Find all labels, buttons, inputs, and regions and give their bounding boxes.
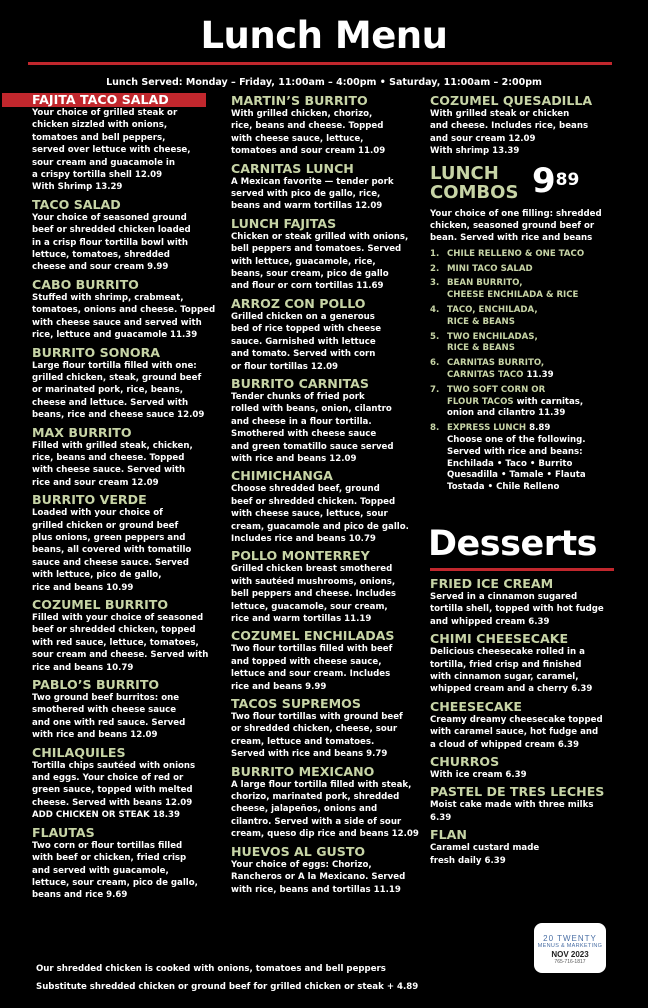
menu-item-description: Two flour tortillas with ground beef or shredded chicken, cheese, sour cream, lettuce and tomatoes. Served with rice and beans 9.79 — [231, 712, 403, 760]
menu-item-name: BURRITO MEXICANO — [231, 763, 375, 779]
menu-item — [32, 677, 222, 742]
menu-item-description: Grilled chicken on a generous bed of rice topped with cheese sauce. Garnished with lettuce and tomato. Served with corn or flour tortillas 12.09 — [231, 311, 382, 372]
menu-item — [32, 825, 222, 902]
lunch-combos-header — [430, 160, 615, 206]
combo-number: 3. — [430, 278, 440, 289]
lunch-combos-list — [430, 249, 615, 494]
combo-number: 8. — [430, 423, 440, 434]
badge-tagline: MENUS & MARKETING — [537, 943, 603, 949]
combo-name: TWO ENCHILADAS, RICE & BEANS — [447, 331, 538, 354]
menu-item-description: A large flour tortilla filled with steak, chorizo, marinated pork, shredded cheese, jalapeños, onions and cilantro. Served with a side of sour cream, queso dip rice and beans 12.09 — [231, 779, 419, 840]
menu-item — [32, 345, 222, 422]
menu-column-1 — [32, 93, 222, 902]
menu-item-name: CHIMICHANGA — [231, 468, 333, 484]
dessert-item-name: FRIED ICE CREAM — [430, 575, 554, 591]
menu-item-name: COZUMEL BURRITO — [32, 597, 169, 612]
dessert-item-description: With ice cream 6.39 — [430, 770, 527, 781]
combo-text — [447, 264, 533, 276]
menu-item-description: Tortilla chips sautéed with onions and eggs. Your choice of red or green sauce, topped with melted cheese. Served with beans 12.09 ADD CHICKEN OR STEAK 18.39 — [32, 760, 196, 821]
badge-date: NOV 2023 — [551, 950, 589, 959]
desserts-divider — [430, 568, 614, 571]
combo-name: MINI TACO SALAD — [447, 263, 533, 274]
menu-item-description: Filled with grilled steak, chicken, rice, beans and cheese. Topped with cheese sauce. Served with rice and sour cream 12.09 — [32, 440, 193, 488]
menu-item-name: LUNCH FAJITAS — [231, 215, 337, 231]
menu-item-name: BURRITO CARNITAS — [231, 375, 369, 391]
desserts-list — [430, 576, 615, 867]
lunch-combos-title: LUNCH COMBOS — [430, 162, 519, 203]
combo-number: 7. — [430, 384, 440, 395]
combo-number: 4. — [430, 305, 440, 316]
menu-item-description: With grilled chicken, chorizo, rice, beans and cheese. Topped with cheese sauce, lettuce, tomatoes and sour cream 11.09 — [231, 109, 386, 157]
menu-item — [231, 764, 426, 841]
badge-phone: 765-716-1817 — [554, 959, 586, 965]
menu-item-description: Stuffed with shrimp, crabmeat, tomatoes, onions and cheese. Topped with cheese sauce and served with rice, lettuce and guacamole 11.39 — [32, 292, 216, 341]
menu-item-name: PABLO’S BURRITO — [32, 677, 160, 693]
dessert-item — [430, 754, 615, 781]
menu-item — [32, 277, 222, 342]
combo-name: TWO SOFT CORN OR FLOUR TACOS — [447, 384, 546, 407]
menu-item — [430, 93, 615, 158]
combo-text — [447, 278, 578, 302]
combo-number: 1. — [430, 248, 440, 259]
dessert-item-description: Creamy dreamy cheesecake topped with caramel sauce, hot fudge and a cloud of whipped cream 6.39 — [430, 714, 603, 750]
combo-text — [447, 358, 554, 382]
dessert-item — [430, 784, 615, 824]
menu-column-3 — [430, 93, 615, 867]
menu-item-description: Large flour tortilla filled with one: grilled chicken, steak, ground beef or marinated pork, rice, beans, cheese and lettuce. Served with beans, rice and cheese sauce 12.09 — [32, 360, 205, 421]
footer-note-substitute: Substitute shredded chicken or ground beef for grilled chicken or steak + 4.89 — [36, 982, 419, 992]
publisher-badge — [534, 923, 606, 973]
menu-item — [32, 492, 222, 594]
menu-item-name: TACO SALAD — [32, 196, 121, 212]
dessert-item — [430, 576, 615, 628]
combo-text — [447, 385, 583, 420]
combo-item — [430, 385, 615, 420]
menu-item — [32, 597, 222, 674]
menu-item — [231, 161, 426, 213]
menu-title: Lunch Menu — [200, 14, 448, 57]
combo-number: 2. — [430, 263, 440, 274]
desserts-title: Desserts — [428, 523, 598, 564]
lunch-combos-price: $9^{89}$ — [532, 160, 580, 201]
menu-item-name: HUEVOS AL GUSTO — [231, 843, 366, 859]
menu-item-description: Tender chunks of fried pork rolled with beans, onion, cilantro and cheese in a flour tortilla. Smothered with cheese sauce and green tomatillo sauce served with rice and beans 12.09 — [231, 391, 394, 464]
menu-item — [32, 93, 222, 194]
combo-name: CARNITAS BURRITO, CARNITAS TACO — [447, 358, 545, 381]
menu-item-name: CABO BURRITO — [32, 276, 139, 292]
combo-text — [447, 332, 538, 356]
menu-item-name: MAX BURRITO — [32, 424, 132, 440]
menu-item-description: Your choice of grilled steak or chicken sizzled with onions, tomatoes and bell peppers, served over lettuce with cheese, sour cream and guacamole in a crispy tortilla shell 12.09 With Shrimp 13.29 — [32, 108, 191, 193]
dessert-item-name: CHIMI CHEESECAKE — [430, 631, 569, 647]
menu-item-description: Filled with your choice of seasoned beef or shredded chicken, topped with red sauce, lettuce, tomatoes, sour cream and cheese. Served with rice and beans 10.79 — [32, 613, 209, 673]
menu-item — [231, 844, 426, 896]
menu-item-name: COZUMEL QUESADILLA — [430, 93, 593, 108]
menu-item — [231, 468, 426, 545]
menu-item-description: Loaded with your choice of grilled chicken or ground beef plus onions, green peppers and beans, all covered with tomatillo sauce and cheese sauce. Served with lettuce, pico de gallo, rice and beans 10.99 — [32, 508, 192, 593]
menu-item — [231, 628, 426, 693]
dessert-item-name: FLAN — [430, 827, 467, 843]
menu-item — [32, 425, 222, 490]
menu-item-description: A Mexican favorite — tender pork served with pico de gallo, rice, beans and warm tortillas 12.09 — [231, 176, 394, 212]
combo-text — [447, 305, 538, 329]
menu-item-description: Two ground beef burritos: one smothered with cheese sauce and one with red sauce. Served with rice and beans 12.09 — [32, 693, 186, 741]
dessert-item-description: Served in a cinnamon sugared tortilla shell, topped with hot fudge and whipped cream 6.39 — [430, 591, 604, 627]
menu-item — [231, 296, 426, 373]
menu-item-description: Two corn or flour tortillas filled with beef or chicken, fried crisp and served with guacamole, lettuce, sour cream, pico de gallo, beans and rice 9.69 — [32, 840, 198, 901]
combo-extra: 11.39 — [523, 370, 554, 381]
menu-item-name: MARTIN’S BURRITO — [231, 93, 368, 108]
dessert-item-name: CHEESECAKE — [430, 698, 523, 714]
combo-text — [447, 423, 586, 494]
footer-note-chicken: Our shredded chicken is cooked with onions, tomatoes and bell peppers — [36, 964, 386, 974]
combo-name: BEAN BURRITO, CHEESE ENCHILADA & RICE — [447, 278, 579, 301]
menu-item-description: Two flour tortillas filled with beef and topped with cheese sauce, lettuce and sour cream. Includes rice and beans 9.99 — [231, 644, 393, 692]
menu-item — [231, 216, 426, 293]
combo-number: 5. — [430, 331, 440, 342]
combo-item — [430, 423, 615, 494]
dessert-item — [430, 699, 615, 751]
combo-item — [430, 264, 615, 276]
dessert-item-description: Delicious cheesecake rolled in a tortilla, fried crisp and finished with cinnamon sugar, caramel, whipped cream and a cherry 6.39 — [430, 647, 593, 695]
combo-name: TACO, ENCHILADA, RICE & BEANS — [447, 305, 538, 327]
combo-item — [430, 249, 615, 261]
menu-item — [231, 93, 426, 158]
menu-item-description: Your choice of seasoned ground beef or shredded chicken loaded in a crisp flour tortilla bowl with lettuce, tomatoes, shredded cheese and sour cream 9.99 — [32, 212, 191, 273]
combo-item — [430, 278, 615, 302]
combo-extra: with carnitas, onion and cilantro 11.39 — [447, 396, 584, 419]
combo-item — [430, 332, 615, 356]
menu-item-name: ARROZ CON POLLO — [231, 295, 366, 311]
menu-item-name: BURRITO VERDE — [32, 492, 147, 508]
combo-extra: 8.89 Choose one of the following. Served with rice and beans: Enchilada • Taco • Burrito Quesadilla • Tamale • Flauta Tostada • Chile Relleno — [447, 423, 586, 493]
dessert-item — [430, 827, 615, 867]
menu-item — [32, 197, 222, 274]
menu-item-name: FLAUTAS — [32, 824, 95, 840]
title-divider — [28, 62, 612, 65]
menu-item-name: BURRITO SONORA — [32, 344, 161, 360]
dessert-item-description: Caramel custard made fresh daily 6.39 — [430, 843, 540, 866]
menu-item-name: CARNITAS LUNCH — [231, 160, 354, 176]
dessert-item — [430, 631, 615, 696]
combo-item — [430, 305, 615, 329]
lunch-hours: Lunch Served: Monday – Friday, 11:00am – 4:00pm • Saturday, 11:00am – 2:00pm — [106, 77, 542, 88]
combo-name: CHILE RELLENO & ONE TACO — [447, 248, 585, 259]
combo-number: 6. — [430, 358, 440, 369]
menu-item-description: Grilled chicken breast smothered with sautéed mushrooms, onions, bell peppers and cheese. Includes lettuce, guacamole, sour cream, rice and warm tortillas 11.19 — [231, 564, 397, 624]
dessert-item-name: PASTEL DE TRES LECHES — [430, 784, 605, 800]
badge-brand: 20 TWENTY — [543, 934, 597, 943]
menu-column-2 — [231, 93, 426, 896]
menu-item-description: With grilled steak or chicken and cheese. Includes rice, beans and sour cream 12.09 With shrimp 13.39 — [430, 109, 589, 157]
combo-item — [430, 358, 615, 382]
menu-item-name: CHILAQUILES — [32, 744, 126, 760]
menu-item — [32, 745, 222, 822]
menu-item-description: Your choice of eggs: Chorizo, Rancheros or A la Mexicano. Served with rice, beans and tortillas 11.19 — [231, 859, 406, 895]
menu-item — [231, 548, 426, 625]
combo-name: EXPRESS LUNCH — [447, 423, 527, 434]
dessert-item-description: Moist cake made with three milks 6.39 — [430, 800, 594, 823]
menu-item — [231, 696, 426, 761]
menu-item — [231, 376, 426, 465]
lunch-combos-description: Your choice of one filling: shredded chicken, seasoned ground beef or bean. Served with rice and beans — [430, 208, 602, 244]
dessert-item-name: CHURROS — [430, 754, 500, 770]
menu-item-name: TACOS SUPREMOS — [231, 696, 361, 712]
menu-item-description: Chicken or steak grilled with onions, bell peppers and tomatoes. Served with lettuce, guacamole, rice, beans, sour cream, pico de gallo and flour or corn tortillas 11.69 — [231, 231, 409, 292]
menu-item-name: COZUMEL ENCHILADAS — [231, 628, 395, 644]
menu-item-description: Choose shredded beef, ground beef or shredded chicken. Topped with cheese sauce, lettuce, sour cream, guacamole and pico de gallo. Includes rice and beans 10.79 — [231, 484, 409, 544]
menu-item-name: POLLO MONTERREY — [231, 548, 370, 564]
combo-text — [447, 249, 584, 261]
menu-item-name: FAJITA TACO SALAD — [2, 93, 206, 107]
